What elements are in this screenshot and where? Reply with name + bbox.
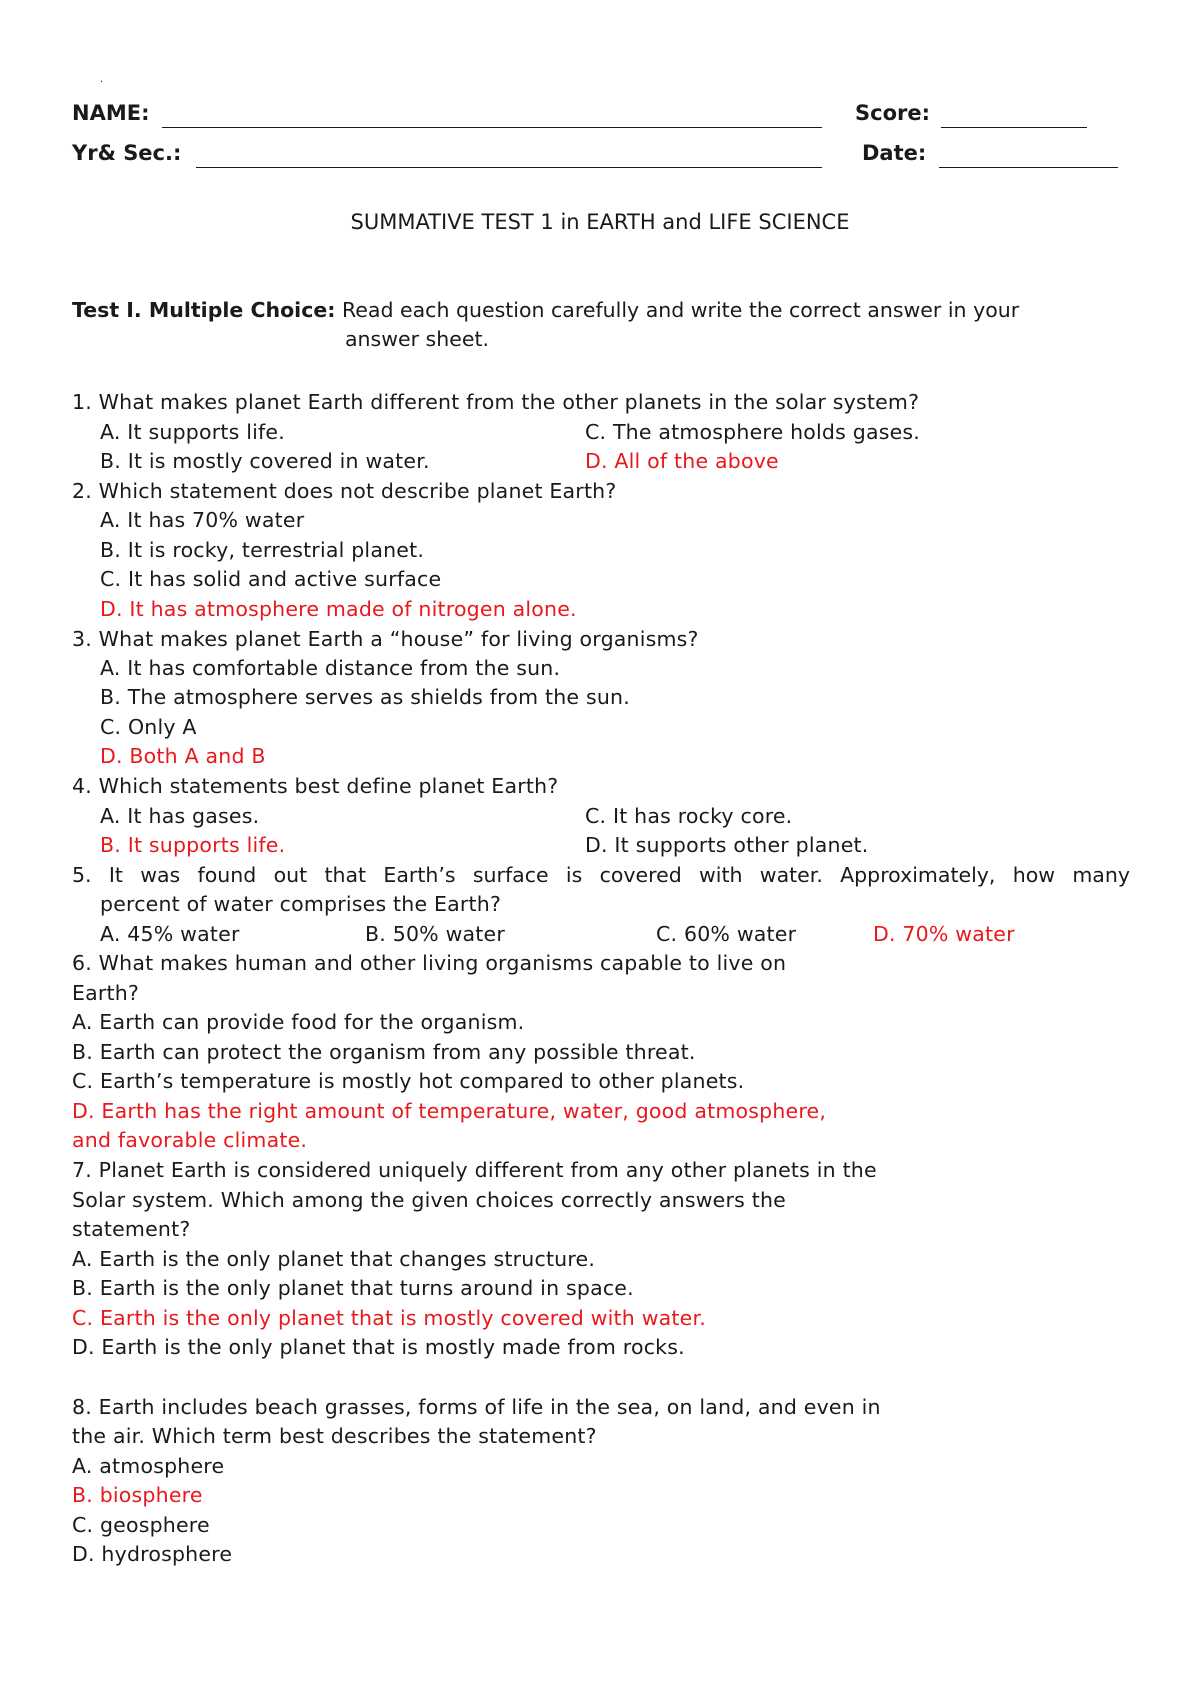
q8-choice-a: A. atmosphere [72,1454,225,1478]
q6-choice-a: A. Earth can provide food for the organism. [72,1010,525,1034]
score-label: Score: [855,101,930,125]
q1-choice-c: C. The atmosphere holds gases. [585,420,921,444]
q3-choice-c: C. Only A [100,715,197,739]
q8-choice-d: D. hydrosphere [72,1542,233,1566]
yr-sec-label: Yr& Sec.: [72,141,182,165]
q8-stem-line-2: the air. Which term best describes the statement? [72,1424,597,1448]
date-label: Date: [862,141,927,165]
date-field-line[interactable] [939,167,1118,168]
q8-stem-line-1: 8. Earth includes beach grasses, forms of life in the sea, on land, and even in [72,1395,881,1419]
q4-choice-d: D. It supports other planet. [585,833,869,857]
name-label: NAME: [72,101,150,125]
q5-choice-a: A. 45% water [100,922,240,946]
q6-choice-c: C. Earth’s temperature is mostly hot compared to other planets. [72,1069,745,1093]
q1-choice-d-answer: D. All of the above [585,449,779,473]
q7-stem-line-1: 7. Planet Earth is considered uniquely different from any other planets in the [72,1158,877,1182]
page-mark: . [100,74,104,85]
q7-choice-a: A. Earth is the only planet that changes structure. [72,1247,596,1271]
q1-choice-b: B. It is mostly covered in water. [100,449,430,473]
q7-stem-line-3: statement? [72,1217,191,1241]
name-field-line[interactable] [162,127,822,128]
q4-stem: 4. Which statements best define planet Earth? [72,774,559,798]
instructions-label: Test I. Multiple Choice: [72,298,336,322]
q2-choice-d-answer: D. It has atmosphere made of nitrogen alone. [100,597,577,621]
score-field-line[interactable] [941,127,1087,128]
q5-stem-line-2: percent of water comprises the Earth? [100,892,502,916]
q3-choice-b: B. The atmosphere serves as shields from the sun. [100,685,630,709]
q6-stem-line-1: 6. What makes human and other living organisms capable to live on [72,951,787,975]
page-title: SUMMATIVE TEST 1 in EARTH and LIFE SCIENCE [350,210,850,234]
q2-choice-c: C. It has solid and active surface [100,567,442,591]
q5-choice-d-answer: D. 70% water [873,922,1015,946]
q6-choice-d-answer-line-2: and favorable climate. [72,1128,308,1152]
instructions-text: Read each question carefully and write the correct answer in your [335,298,1020,322]
q7-choice-b: B. Earth is the only planet that turns around in space. [72,1276,634,1300]
q4-choice-b-answer: B. It supports life. [100,833,286,857]
q1-choice-a: A. It supports life. [100,420,285,444]
q7-choice-c-answer: C. Earth is the only planet that is mostly covered with water. [72,1306,706,1330]
q6-choice-d-answer-line-1: D. Earth has the right amount of temperature, water, good atmosphere, [72,1099,827,1123]
q5-choice-c: C. 60% water [656,922,797,946]
q2-choice-b: B. It is rocky, terrestrial planet. [100,538,425,562]
q3-choice-a: A. It has comfortable distance from the sun. [100,656,561,680]
q3-choice-d-answer: D. Both A and B [100,744,266,768]
q4-choice-c: C. It has rocky core. [585,804,793,828]
instructions [72,295,1130,325]
q4-choice-a: A. It has gases. [100,804,260,828]
q5-choice-b: B. 50% water [365,922,505,946]
q6-stem-line-2: Earth? [72,981,140,1005]
q3-stem: 3. What makes planet Earth a “house” for living organisms? [72,627,699,651]
q7-choice-d: D. Earth is the only planet that is mostly made from rocks. [72,1335,685,1359]
q1-stem: 1. What makes planet Earth different from the other planets in the solar system? [72,390,920,414]
yr-sec-field-line[interactable] [196,167,822,168]
q8-choice-b-answer: B. biosphere [72,1483,203,1507]
q8-choice-c: C. geosphere [72,1513,210,1537]
q7-stem-line-2: Solar system. Which among the given choices correctly answers the [72,1188,786,1212]
q2-choice-a: A. It has 70% water [100,508,305,532]
q6-choice-b: B. Earth can protect the organism from any possible threat. [72,1040,696,1064]
q5-stem-line-1: 5. It was found out that Earth’s surface is covered with water. Approximately, how many [72,863,1130,887]
instructions-text-2: answer sheet. [345,327,490,351]
q2-stem: 2. Which statement does not describe planet Earth? [72,479,617,503]
